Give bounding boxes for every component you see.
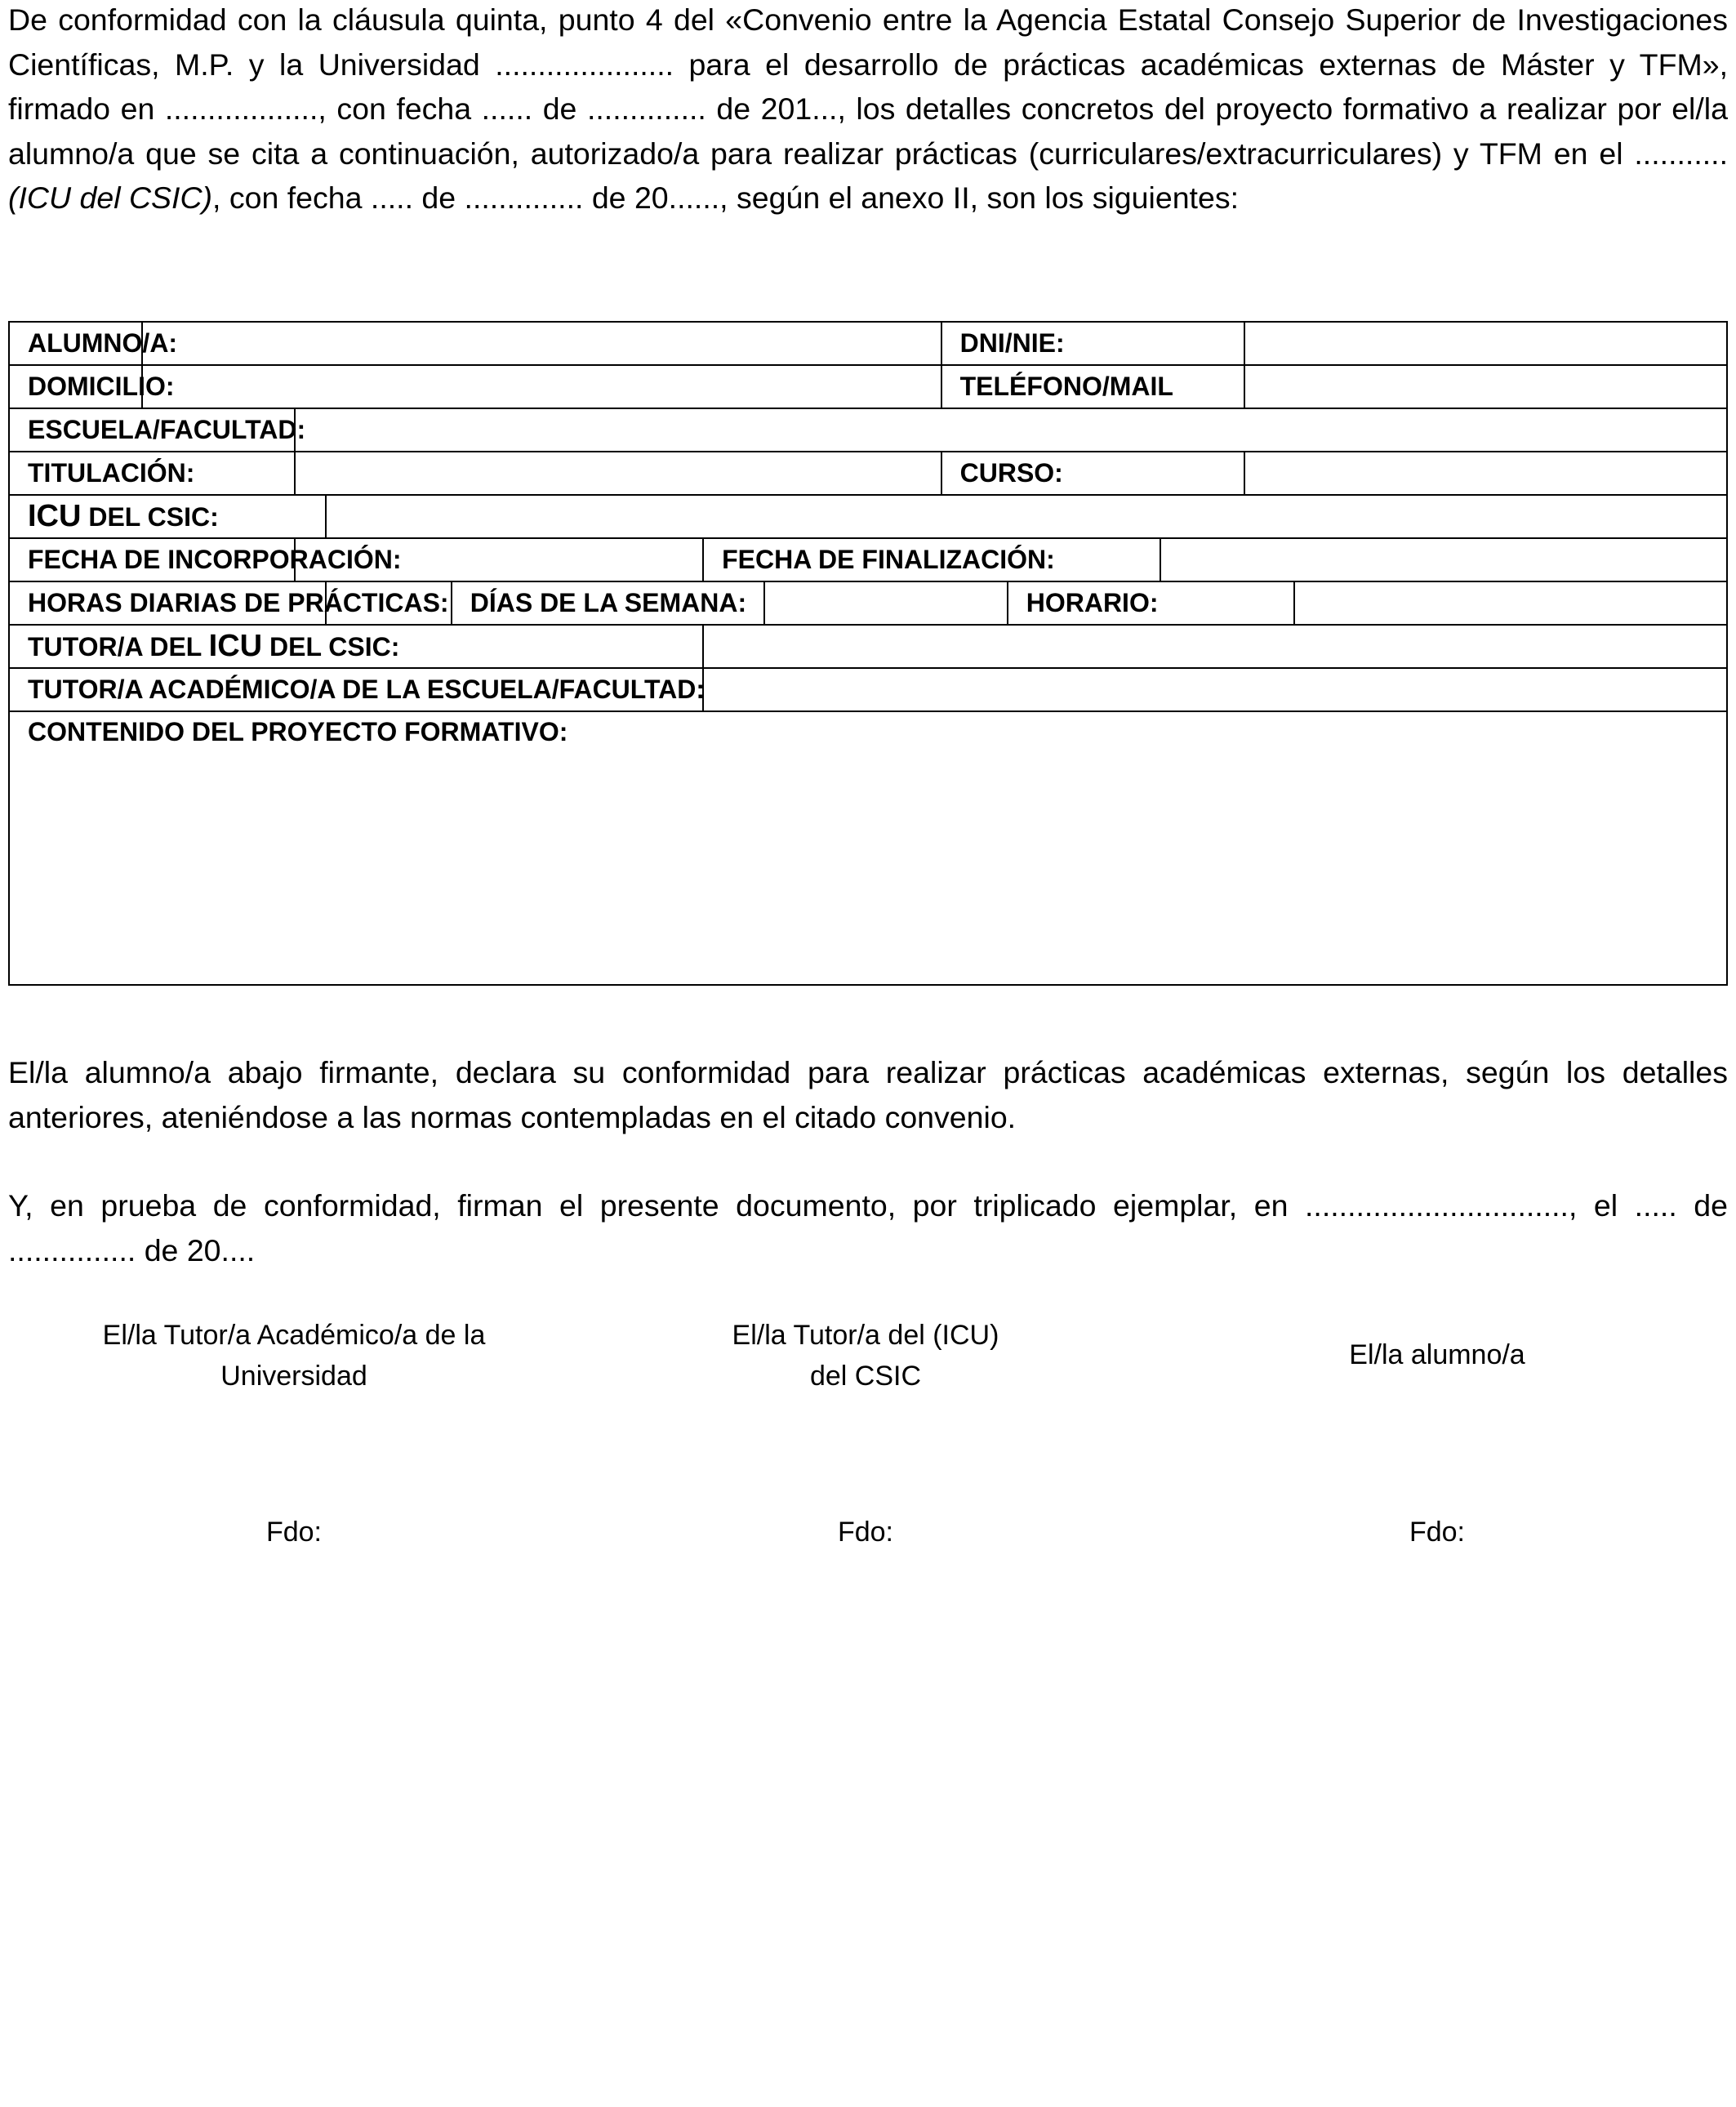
intro-text-1: De conformidad con la cláusula quinta, punto 4 del «Convenio entre la Agencia Estatal Consejo Superior de Investigaciones Científicas, M.P. y la Universidad ..................... para el desarrollo de prácticas académicas externas de Máster y TFM», firmado en .................., con fecha ...... de .............. de 201..., los detalles concretos del proyecto formativo a realizar por el/la alumno/a que se cita a continuación, autorizado/a para realizar prácticas (curriculares/extracurriculares) y TFM en el ........... xyxy=(8,2,1728,171)
label-domicilio: DOMICILIO: xyxy=(9,365,142,408)
signature-title: El/la alumno/a xyxy=(1349,1339,1525,1370)
field-escuela[interactable] xyxy=(295,408,1727,452)
field-titulacion[interactable] xyxy=(295,452,941,495)
tutor-icu-text-b: DEL CSIC: xyxy=(262,632,400,662)
field-contenido[interactable] xyxy=(9,711,1727,985)
signature-title-line1: El/la Tutor/a Académico/a de la xyxy=(102,1320,486,1351)
proof-paragraph: Y, en prueba de conformidad, firman el presente documento, por triplicado ejemplar, en ..............................., el ..... de ............... de 20.... xyxy=(8,1188,1728,1267)
field-alumno[interactable] xyxy=(142,322,941,365)
label-escuela: ESCUELA/FACULTAD: xyxy=(9,408,295,452)
intro-paragraph xyxy=(8,0,1728,220)
field-tutor-academico[interactable] xyxy=(703,668,1727,711)
field-horario[interactable] xyxy=(1294,581,1727,625)
label-horario: HORARIO: xyxy=(1008,581,1294,625)
tutor-icu-text-a: TUTOR/A DEL xyxy=(28,632,209,662)
field-dias[interactable] xyxy=(764,581,1008,625)
intro-italic-icu: (ICU del CSIC) xyxy=(8,180,213,215)
signature-title-line1: El/la Tutor/a del (ICU) xyxy=(732,1320,999,1351)
declaration-paragraph: El/la alumno/a abajo firmante, declara su conformidad para realizar prácticas académicas externas, según los detalles anteriores, ateniéndose a las normas contempladas en el citado convenio. xyxy=(8,1055,1728,1134)
field-domicilio[interactable] xyxy=(142,365,941,408)
signature-block-student xyxy=(1192,1334,1682,1375)
label-dni: DNI/NIE: xyxy=(941,322,1244,365)
signature-block-academic-tutor xyxy=(49,1315,539,1396)
field-icu[interactable] xyxy=(326,495,1727,538)
field-telefono[interactable] xyxy=(1244,365,1727,408)
row-fechas xyxy=(9,538,1727,581)
row-tutor-academico xyxy=(9,668,1727,711)
row-escuela xyxy=(9,408,1727,452)
label-titulacion: TITULACIÓN: xyxy=(9,452,295,495)
label-curso: CURSO: xyxy=(941,452,1244,495)
field-dni[interactable] xyxy=(1244,322,1727,365)
fdo-academic-tutor: Fdo: xyxy=(265,1517,323,1548)
label-contenido: CONTENIDO DEL PROYECTO FORMATIVO: xyxy=(28,717,568,746)
label-horas: HORAS DIARIAS DE PRÁCTICAS: xyxy=(9,581,326,625)
field-curso[interactable] xyxy=(1244,452,1727,495)
label-alumno: ALUMNO/A: xyxy=(9,322,142,365)
row-titulacion xyxy=(9,452,1727,495)
tutor-icu-abbr: ICU xyxy=(208,629,263,663)
row-domicilio xyxy=(9,365,1727,408)
icu-abbr: ICU xyxy=(28,499,82,533)
label-telefono: TELÉFONO/MAIL xyxy=(941,365,1244,408)
signature-title-line2: del CSIC xyxy=(809,1361,922,1392)
icu-rest: DEL CSIC: xyxy=(81,502,219,532)
field-fecha-finalizacion[interactable] xyxy=(1160,538,1727,581)
row-alumno xyxy=(9,322,1727,365)
row-icu xyxy=(9,495,1727,538)
signature-title-line2: Universidad xyxy=(220,1361,367,1392)
label-fecha-finalizacion: FECHA DE FINALIZACIÓN: xyxy=(703,538,1160,581)
row-contenido xyxy=(9,711,1727,985)
field-tutor-icu[interactable] xyxy=(703,625,1727,668)
fdo-student: Fdo: xyxy=(1409,1517,1466,1548)
label-tutor-icu xyxy=(9,625,703,668)
signature-block-icu-tutor xyxy=(621,1315,1111,1396)
row-tutor-icu xyxy=(9,625,1727,668)
label-icu xyxy=(9,495,326,538)
label-dias: DÍAS DE LA SEMANA: xyxy=(452,581,765,625)
intro-text-2: , con fecha ..... de .............. de 20......, según el anexo II, son los siguientes: xyxy=(212,180,1239,215)
student-form-table xyxy=(8,321,1728,986)
row-horas xyxy=(9,581,1727,625)
fdo-icu-tutor: Fdo: xyxy=(837,1517,894,1548)
label-fecha-incorporacion: FECHA DE INCORPORACIÓN: xyxy=(9,538,295,581)
label-tutor-academico: TUTOR/A ACADÉMICO/A DE LA ESCUELA/FACULTAD: xyxy=(9,668,703,711)
